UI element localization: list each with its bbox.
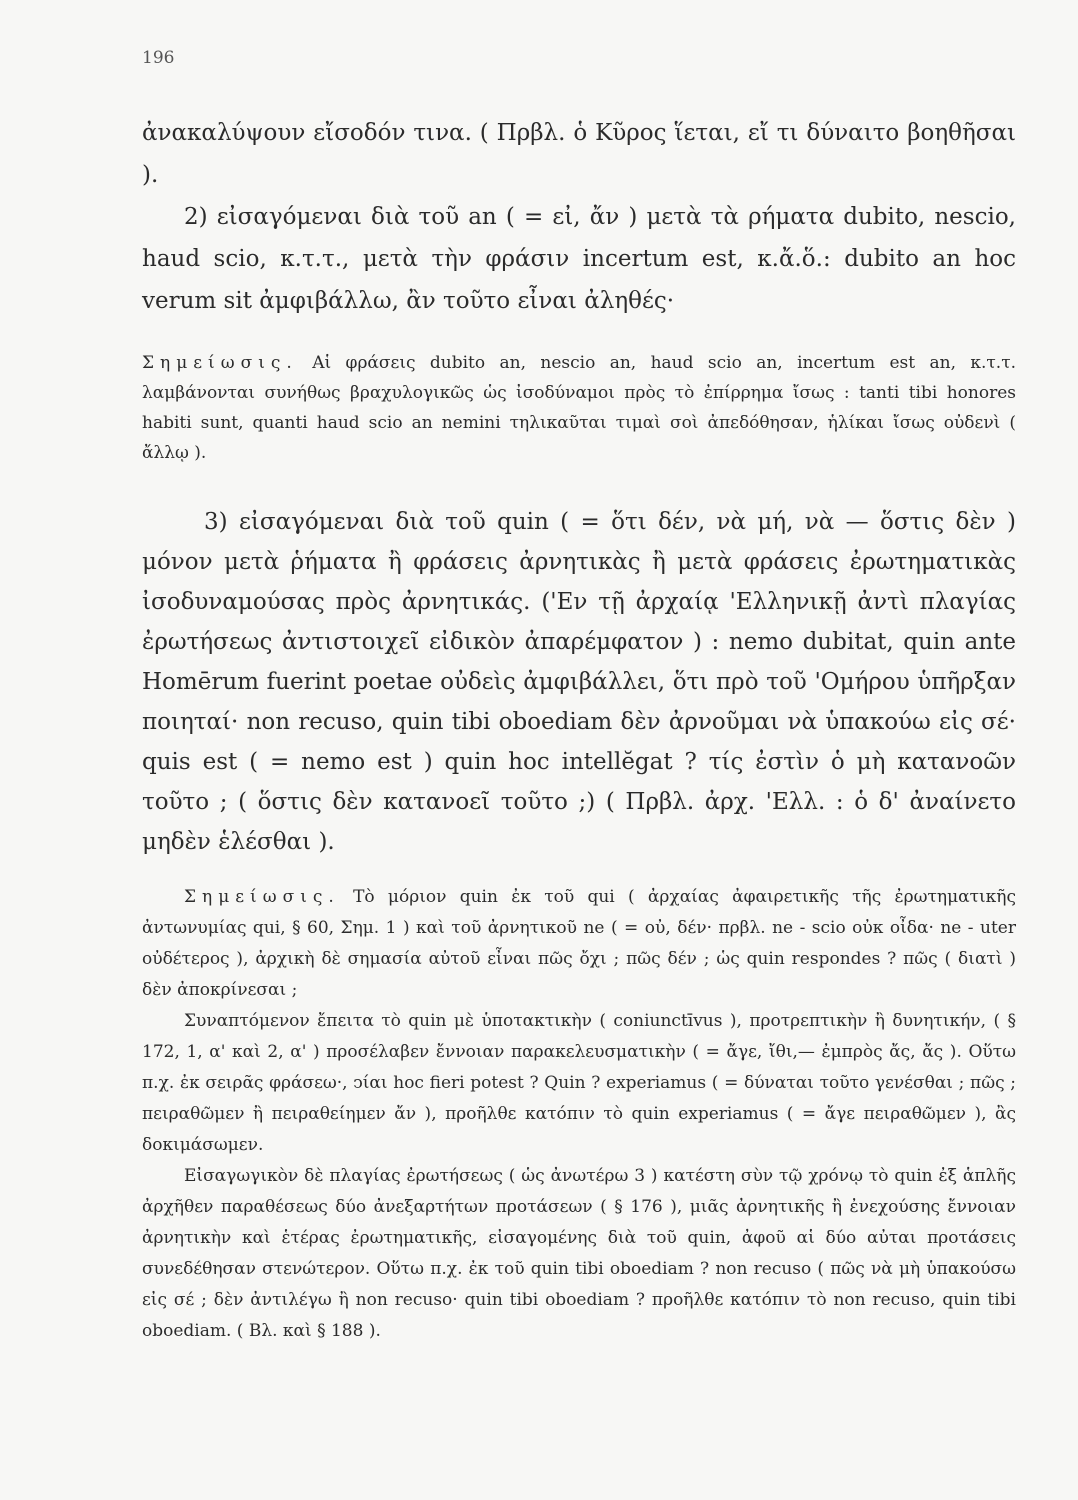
intro-continuation: ἀνακαλύψουν εἴσοδόν τινα. ( Πρβλ. ὁ Κῦρος ἵεται, εἴ τι δύναιτο βοηθῆσαι ). <box>142 120 1016 188</box>
note-2-paragraph-2: Συναπτόμενον ἔπειτα τὸ quin μὲ ὑποτακτικὴν ( coniunctīvus ), προτρεπτικὴν ἢ δυνητικήν, ( § 172, 1, α' καὶ 2, α' ) προσέλαβεν ἔννοιαν παρακελευσματικὴν ( = ἄγε, ἴθι,— ἐμπρὸς ἄς, ἄς ). Οὕτω π.χ. ἐκ σειρᾶς φράσεω·, ͻίαι hoc fieri potest ? Quin ? experiamus ( = δύναται τοῦτο γενέσθαι ; πῶς ; πειραθῶμεν ἢ πειραθείημεν ἄν ), προῆλθε κατόπιν τὸ quin experiamus ( = ἄγε πειραθῶμεν ), ἂς δοκιμάσωμεν. <box>142 1011 1016 1155</box>
note-1 <box>142 348 1016 468</box>
note-1-label: Σημείωσις. <box>142 353 298 373</box>
note-2 <box>142 882 1016 1347</box>
note-2-text-1: Τὸ μόριον quin ἐκ τοῦ qui ( ἀρχαίας ἀφαιρετικῆς τῆς ἐρωτηματικῆς ἀντωνυμίας qui, § 60, Σημ. 1 ) καὶ τοῦ ἀρνητικοῦ ne ( = οὐ, δέν· πρβλ. ne - scio οὐκ οἶδα· ne - uter οὐδέτερος ), ἀρχικὴ δὲ σημασία αὐτοῦ εἶναι πῶς ὄχι ; πῶς δέν ; ὡς quin respondes ? πῶς ( διατὶ ) δὲν ἀποκρίνεσαι ; <box>142 887 1016 1000</box>
note-2-label: Σημείωσις. <box>184 887 340 907</box>
note-2-paragraph-1 <box>142 882 1016 1006</box>
point-2-paragraph: 2) εἰσαγόμεναι διὰ τοῦ an ( = εἰ, ἄν ) μετὰ τὰ ρήματα dubito, nescio, haud scio, κ.τ.τ., μετὰ τὴν φράσιν incertum est, κ.ἄ.ὅ.: dubito an hoc verum sit ἀμφιβάλλω, ἂν τοῦτο εἶναι ἀληθές· <box>142 204 1016 314</box>
intro-block <box>142 112 1016 322</box>
note-1-text: Αἱ φράσεις dubito an, nescio an, haud scio an, incertum est an, κ.τ.τ. λαμβάνονται συνήθως βραχυλογικῶς ὡς ἰσοδύναμοι πρὸς τὸ ἐπίρρημα ἴσως : tanti tibi honores habiti sunt, quanti haud scio an nemini τηλικαῦται τιμαὶ σοὶ ἀπεδόθησαν, ἡλίκαι ἴσως οὐδενὶ ( ἄλλῳ ). <box>142 353 1017 463</box>
page-number: 196 <box>142 48 175 68</box>
point-3-paragraph: 3) εἰσαγόμεναι διὰ τοῦ quin ( = ὅτι δέν, νὰ μή, νὰ — ὅστις δὲν ) μόνον μετὰ ῥήματα ἢ φράσεις ἀρνητικὰς ἢ μετὰ φράσεις ἐρωτηματικὰς ἰσοδυναμούσας πρὸς ἀρνητικάς. ('Εν τῇ ἀρχαίᾳ 'Ελληνικῇ ἀντὶ πλαγίας ἐρωτήσεως ἀντιστοιχεῖ εἰδικὸν ἀπαρέμφατον ) : nemo dubitat, quin ante Homērum fuerint poetae οὐδεὶς ἀμφιβάλλει, ὅτι πρὸ τοῦ 'Ομήρου ὑπῆρξαν ποιηταί· non recuso, quin tibi oboediam δὲν ἀρνοῦμαι νὰ ὑπακούω εἰς σέ· quis est ( = nemo est ) quin hoc intellĕgat ? τίς ἐστὶν ὁ μὴ κατανοῶν τοῦτο ; ( ὅστις δὲν κατανοεῖ τοῦτο ;) ( Πρβλ. ἀρχ. 'Ελλ. : ὁ δ' ἀναίνετο μηδὲν ἑλέσθαι ). <box>142 509 1016 855</box>
note-2-paragraph-3: Εἰσαγωγικὸν δὲ πλαγίας ἐρωτήσεως ( ὡς ἀνωτέρω 3 ) κατέστη σὺν τῷ χρόνῳ τὸ quin ἐξ ἁπλῆς ἀρχῆθεν παραθέσεως δύο ἀνεξαρτήτων προτάσεων ( § 176 ), μιᾶς ἀρνητικῆς ἢ ἐνεχούσης ἔννοιαν ἀρνητικὴν καὶ ἑτέρας ἐρωτηματικῆς, εἰσαγομένης διὰ τοῦ quin, ἀφοῦ αἱ δύο αὐται προτάσεις συνεδέθησαν στενώτερον. Οὕτω π.χ. ἐκ τοῦ quin tibi oboediam ? non recuso ( πῶς νὰ μὴ ὑπακούσω εἰς σέ ; δὲν ἀντιλέγω ἢ non recuso· quin tibi oboediam ? προῆλθε κατόπιν τὸ non recuso, quin tibi oboediam. ( Βλ. καὶ § 188 ). <box>142 1166 1016 1341</box>
